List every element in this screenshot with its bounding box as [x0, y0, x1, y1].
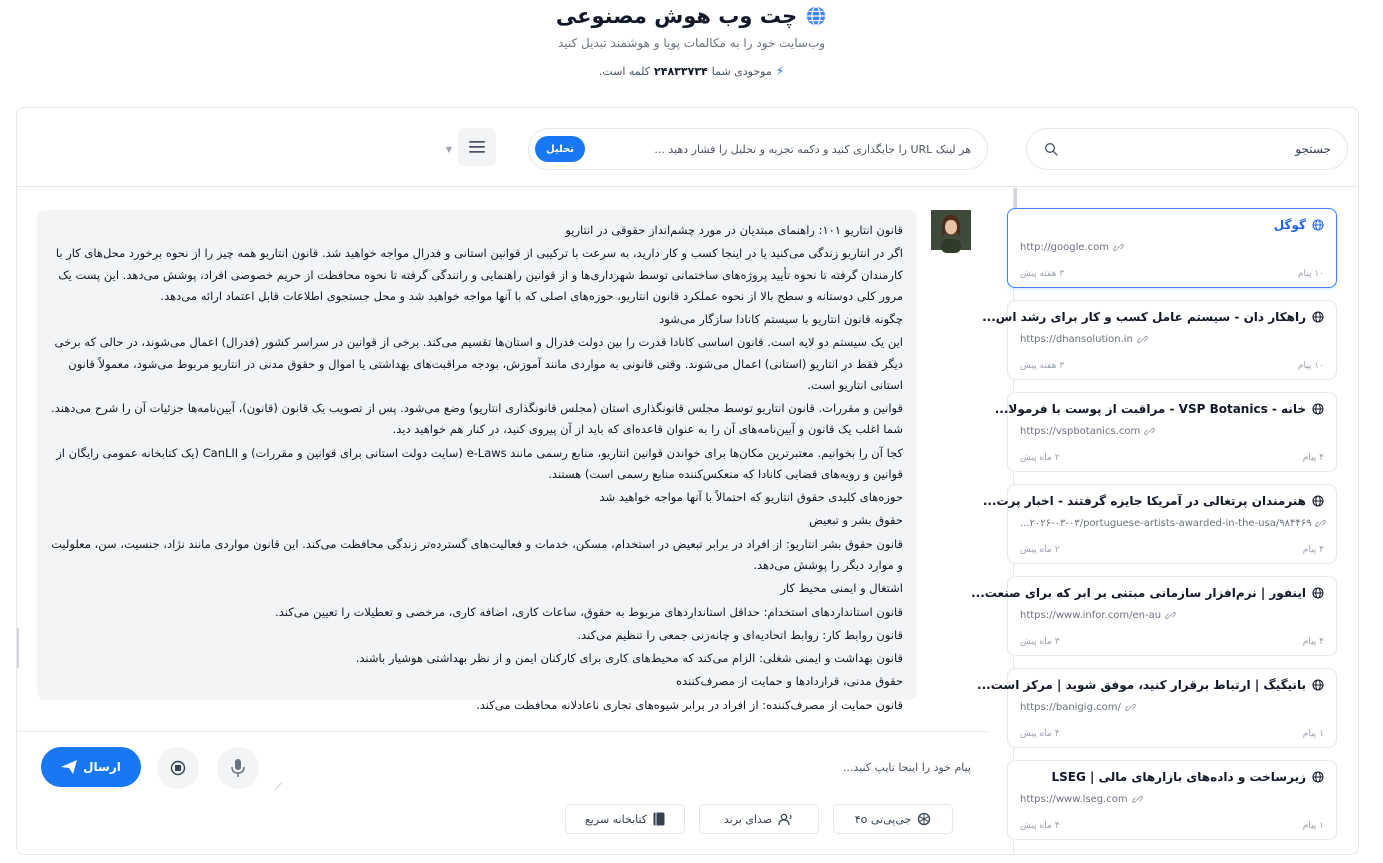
balance-value: ۲۴۸۳۳۷۳۴ [654, 64, 708, 78]
openai-icon [917, 812, 931, 826]
site-card-meta [1020, 729, 1324, 739]
message-count: ۱۰ پیام [1297, 361, 1324, 371]
analyze-button[interactable]: تحلیل [535, 136, 585, 162]
quick-library-label: کتابخانه سریع [584, 812, 648, 826]
link-icon [1113, 242, 1124, 253]
microphone-icon [231, 759, 245, 777]
link-icon [1137, 334, 1148, 345]
message-paragraph: اگر در انتاریو زندگی می‌کنید یا در اینجا کسب و کار دارید، به سرعت با ترکیبی از قوانین استانی و فدرال مواجه خواهید شد. قانون انتاریو همه چیز را از نحوه برخورد محل‌های کار با کارمندان گرفته تا نحوه تأیید پروژه‌های ساختمانی توسط شهرداری‌ها و از قوانین راهنمایی و رانندگی گرفته تا نحوه محافظت از حریم خصوصی افراد، پوشش می‌دهد. این پست یک مرور کلی دوستانه و سطح بالا از نحوه عملکرد قانون انتاریو، حوزه‌های اصلی که با آنها مواجه خواهید شد و محل جستجوی اطلاعات قابل اعتماد ارائه می‌دهد. [55, 246, 903, 303]
message-paragraph: قانون بهداشت و ایمنی شغلی: الزام می‌کند که محیط‌های کاری برای کارکنان ایمن و از نظر بهداشتی هوشیار باشند. [355, 651, 903, 666]
avatar [931, 210, 971, 250]
site-card-url: http://google.com [1020, 242, 1324, 253]
site-card-url: https://dhansolution.in [1020, 334, 1324, 345]
url-input[interactable] [585, 143, 971, 156]
message-paragraph: حوزه‌های کلیدی حقوق انتاریو که احتمالاً با آنها مواجه خواهید شد [599, 490, 903, 505]
main-panel [16, 107, 1359, 855]
globe-icon [805, 5, 827, 27]
stop-icon [171, 761, 185, 775]
site-card-url: https://www.lseg.com [1020, 794, 1324, 805]
message-paragraph: کجا آن را بخوانیم. معتبرترین مکان‌ها برای خواندن قوانین انتاریو، منابع رسمی مانند e-Laws (سایت دولت استانی برای قوانین و مقررات) و CanLII (یک کتابخانه عمومی رایگان از قوانین و رویه‌های قضایی کانادا که منعکس‌کننده منابع رسمی است) هستند. [56, 445, 903, 481]
site-card[interactable] [994, 392, 1337, 472]
send-button[interactable] [41, 747, 141, 787]
top-toolbar [17, 108, 1358, 187]
gpt-model-label: جی‌پی‌تی ۴o [854, 812, 912, 826]
hamburger-icon [469, 140, 485, 154]
message-paragraph: اشتغال و ایمنی محیط کار [780, 581, 903, 596]
link-icon [1132, 794, 1143, 805]
message-count: ۱۰ پیام [1297, 269, 1324, 279]
search-box [1026, 128, 1348, 170]
caret-down-icon[interactable]: ▼ [445, 145, 452, 154]
site-card-meta [1020, 453, 1324, 463]
last-activity: ۳ هفته پیش [1020, 269, 1065, 279]
search-input[interactable] [1069, 142, 1331, 156]
stop-button[interactable] [157, 747, 199, 789]
search-icon[interactable] [1043, 141, 1059, 157]
bolt-icon: ⚡ [775, 64, 785, 78]
globe-icon [1312, 403, 1324, 415]
message-count: ۴ پیام [1302, 545, 1324, 555]
globe-icon [1312, 219, 1324, 231]
message-paragraph: قوانین و مقررات. قانون انتاریو توسط مجلس قانونگذاری استان (مجلس قانونگذاری انتاریو) وضع می‌شود. پس از تصویب یک قانون (قانون)، آیین‌نامه‌ها جزئیات آن را شرح می‌دهند. شما اغلب یک قانون و آیین‌نامه‌های آن را به عنوان قاعده‌ای که باید از آن پیروی کنید، در کنار هم خواهید دید. [51, 401, 903, 437]
assistant-message [37, 210, 917, 712]
brand-voice-button[interactable] [699, 804, 819, 834]
link-icon [1144, 426, 1155, 437]
site-card-title: زیرساخت و داده‌های بازارهای مالی | LSEG [1020, 770, 1324, 784]
site-card[interactable] [1007, 760, 1337, 840]
balance-suffix: کلمه است. [598, 64, 651, 78]
message-paragraph: قانون انتاریو ۱۰۱: راهنمای مبتدیان در مورد چشم‌انداز حقوقی در انتاریو [565, 223, 903, 237]
site-card-title: اینفور | نرم‌افزار سازمانی مبتنی بر ابر که برای صنعت... [1020, 586, 1324, 600]
last-activity: ۴ ماه پیش [1020, 729, 1060, 739]
last-activity: ۲ ماه پیش [1020, 545, 1060, 555]
globe-icon [1312, 679, 1324, 691]
site-card-title: هنرمندان پرتغالی در آمریکا جایزه گرفتند - اخبار پرت... [1020, 494, 1324, 508]
page-header [0, 0, 1383, 100]
site-card-meta [1020, 545, 1324, 555]
site-card[interactable] [971, 576, 1337, 656]
site-card-url: https://banigig.com/ [1020, 702, 1324, 713]
site-card[interactable] [977, 668, 1337, 748]
site-card-title: بانیگیگ | ارتباط برقرار کنید، موفق شوید | مرکز است... [1020, 678, 1324, 692]
resize-handle[interactable] [17, 628, 19, 668]
balance-prefix: موجودی شما [711, 64, 772, 78]
send-icon [61, 760, 77, 774]
voice-icon [778, 813, 794, 825]
last-activity: ۲ ماه پیش [1020, 453, 1060, 463]
globe-icon [1312, 771, 1324, 783]
message-paragraph: قانون استانداردهای استخدام: حداقل استانداردهای مربوط به حقوق، ساعات کاری، اضافه کاری، مرخصی و تعطیلات را تعیین می‌کند. [275, 604, 903, 619]
chat-area [17, 188, 987, 731]
link-icon [1125, 702, 1136, 713]
url-box [528, 128, 988, 170]
message-count: ۱ پیام [1302, 821, 1324, 831]
menu-button[interactable] [458, 128, 496, 166]
page-title: چت وب هوش مصنوعی [555, 4, 798, 28]
title-row [0, 4, 1383, 28]
composer [17, 731, 987, 855]
site-card-url: https://www.infor.com/en-au [1020, 610, 1324, 621]
book-icon [653, 812, 665, 826]
globe-icon [1312, 495, 1324, 507]
site-card-title: خانه - VSP Botanics - مراقبت از پوست با فرمولا... [1020, 402, 1324, 416]
site-card-meta [1020, 361, 1324, 371]
site-card-url: ...۲۰۲۶-۰۳-۰۳/portuguese-artists-awarded-in-the-usa/۹۸۴۴۶۹ [1020, 518, 1324, 529]
message-paragraph: قانون روابط کار: روابط اتحادیه‌ای و چانه‌زنی جمعی را تنظیم می‌کند. [577, 627, 903, 642]
word-balance [0, 64, 1383, 78]
message-paragraph: این یک سیستم دو لایه است. قانون اساسی کانادا قدرت را بین دولت فدرال و استان‌ها تقسیم می‌کند. برخی از قوانین در سراسر کشور (فدرال) اعمال می‌شوند، در حالی که برخی دیگر فقط در انتاریو (استانی) اعمال می‌شوند. وقتی قانونی به مواردی مانند آموزش، بودجه مراقبت‌های بهداشتی یا اموال و حقوق مدنی در انتاریو مربوط می‌شود، معمولاً قانون استانی انتاریو است. [54, 335, 903, 392]
site-card[interactable] [982, 484, 1337, 564]
site-card-meta [1020, 637, 1324, 647]
site-card-title: راهکار دان - سیستم عامل کسب و کار برای رشد اس... [1020, 310, 1324, 324]
last-activity: ۳ ماه پیش [1020, 637, 1060, 647]
message-count: ۴ پیام [1302, 453, 1324, 463]
message-count: ۴ پیام [1302, 637, 1324, 647]
link-icon [1165, 610, 1176, 621]
user-avatar-icon [931, 210, 971, 250]
message-count: ۱ پیام [1302, 729, 1324, 739]
page-subtitle: وب‌سایت خود را به مکالمات پویا و هوشمند تبدیل کنید [557, 36, 826, 50]
quick-library-button[interactable] [565, 804, 685, 834]
gpt-model-button[interactable] [833, 804, 953, 834]
message-paragraph: چگونه قانون انتاریو با سیستم کانادا سازگار می‌شود [659, 312, 903, 327]
site-card-meta [1020, 821, 1324, 831]
brand-voice-label: صدای برند [723, 812, 773, 826]
link-icon [1315, 518, 1326, 529]
textarea-resize-icon[interactable]: ⟍ [275, 782, 282, 793]
send-label: ارسال [83, 760, 121, 774]
message-paragraph: حقوق مدنی، قراردادها و حمایت از مصرف‌کننده [676, 674, 903, 689]
mic-button[interactable] [217, 747, 259, 789]
last-activity: ۳ هفته پیش [1020, 361, 1065, 371]
message-paragraph: قانون حقوق بشر انتاریو: از افراد در برابر تبعیض در استخدام، مسکن، خدمات و فعالیت‌های گسترده‌تر زندگی محافظت می‌کند. این قانون مواردی مانند نژاد، جنسیت، سن، معلولیت و موارد دیگر را پوشش می‌دهد. [51, 536, 903, 572]
site-card-title: گوگل [1020, 218, 1324, 232]
site-card[interactable] [982, 300, 1337, 380]
site-card[interactable] [1007, 208, 1337, 288]
site-card-url: https://vspbotanics.com [1020, 426, 1324, 437]
globe-icon [1312, 311, 1324, 323]
message-paragraph: قانون حمایت از مصرف‌کننده: از افراد در برابر شیوه‌های تجاری ناعادلانه محافظت می‌کند. [476, 697, 903, 712]
globe-icon [1312, 587, 1324, 599]
last-activity: ۴ ماه پیش [1020, 821, 1060, 831]
site-card-meta [1020, 269, 1324, 279]
message-input[interactable] [291, 752, 971, 782]
message-paragraph: حقوق بشر و تبعیض [809, 513, 903, 528]
site-list [971, 188, 1358, 855]
